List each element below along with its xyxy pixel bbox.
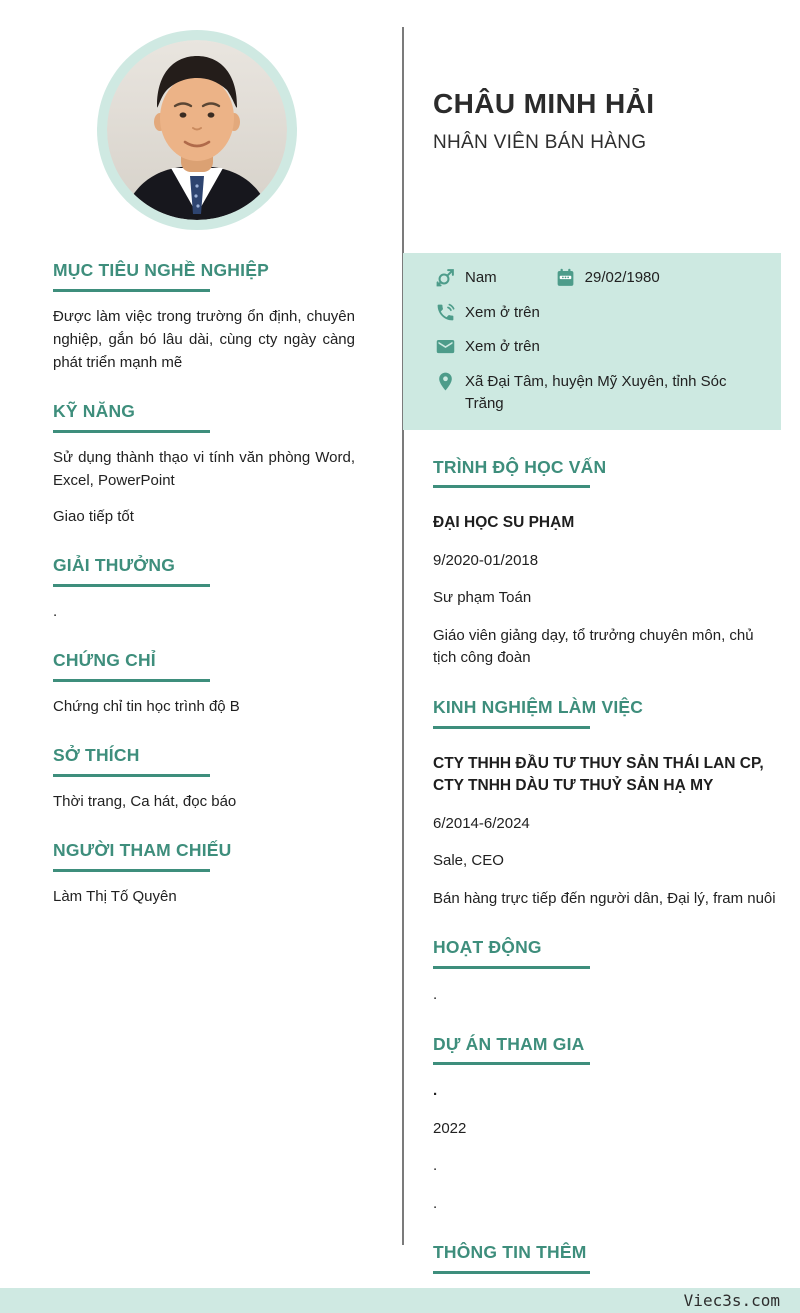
education-period: 9/2020-01/2018	[433, 551, 539, 569]
section-experience	[433, 697, 777, 910]
section-title: TRÌNH ĐỘ HỌC VẤN	[433, 456, 607, 477]
section-awards	[53, 555, 355, 624]
project-role: .	[433, 1157, 438, 1175]
phone-value: Xem ở trên	[465, 303, 540, 321]
reference-item: Làm Thị Tố Quyên	[53, 887, 177, 905]
phone-icon	[435, 302, 456, 323]
contact-row	[435, 336, 767, 359]
skill-item: Sử dụng thành thạo vi tính văn phòng Word, Excel, PowerPoint	[53, 448, 355, 489]
contact-box	[403, 253, 781, 430]
section-references	[53, 840, 355, 909]
section-underline	[433, 726, 590, 729]
project-name: .	[433, 1082, 438, 1100]
profile-name: CHÂU MINH HẢI	[433, 88, 655, 119]
project-period: 2022	[433, 1119, 467, 1137]
portrait-illustration	[107, 40, 287, 220]
section-underline	[53, 869, 210, 872]
section-certificates	[53, 650, 355, 719]
certificate-item: Chứng chỉ tin học trình độ B	[53, 698, 240, 716]
section-education	[433, 457, 777, 670]
experience-company: CTY THHH ĐẦU TƯ THUY SẢN THÁI LAN CP, CTY TNHH DÀU TƯ THUỶ SẢN HẠ MY	[433, 754, 764, 795]
section-title: SỞ THÍCH	[53, 745, 140, 765]
section-title: NGƯỜI THAM CHIẾU	[53, 839, 232, 860]
section-title: THÔNG TIN THÊM	[433, 1242, 587, 1263]
section-title: MỤC TIÊU NGHỀ NGHIỆP	[53, 260, 269, 280]
address-value: Xã Đại Tâm, huyện Mỹ Xuyên, tỉnh Sóc Trăng	[465, 372, 727, 412]
profile-job-title: NHÂN VIÊN BÁN HÀNG	[433, 132, 647, 153]
contact-phone	[435, 302, 540, 325]
contact-email	[435, 336, 540, 359]
section-hobbies	[53, 745, 355, 814]
section-underline	[53, 430, 210, 433]
calendar-icon	[555, 267, 576, 288]
footer-bar	[0, 1288, 800, 1313]
section-underline	[53, 289, 210, 292]
location-icon	[435, 371, 456, 392]
birthdate-value: 29/02/1980	[584, 269, 660, 286]
email-icon	[435, 336, 456, 357]
experience-role: Sale, CEO	[433, 852, 504, 870]
activity-item: .	[433, 986, 438, 1004]
section-underline	[53, 584, 210, 587]
education-major: Sư phạm Toán	[433, 589, 532, 607]
section-underline	[53, 774, 210, 777]
project-description: .	[433, 1194, 438, 1212]
section-title: DỰ ÁN THAM GIA	[433, 1033, 585, 1054]
experience-description: Bán hàng trực tiếp đến người dân, Đại lý, fram nuôi	[433, 889, 776, 907]
hobby-item: Thời trang, Ca hát, đọc báo	[53, 792, 237, 810]
education-school: ĐẠI HỌC SU PHẠM	[433, 514, 575, 532]
left-column	[53, 0, 355, 909]
contact-gender	[435, 267, 497, 290]
section-title: CHỨNG CHỈ	[53, 650, 156, 671]
section-title: HOẠT ĐỘNG	[433, 937, 542, 958]
contact-row	[435, 302, 767, 325]
section-underline	[433, 1062, 590, 1065]
education-description: Giáo viên giảng dạy, tổ trưởng chuyên môn, chủ tịch công đoàn	[433, 626, 754, 667]
right-sections	[433, 457, 777, 1312]
experience-period: 6/2014-6/2024	[433, 814, 530, 832]
contact-address	[435, 371, 765, 416]
contact-row	[435, 267, 767, 290]
contact-row	[435, 371, 767, 416]
brand-link[interactable]: Viec3s.com	[683, 1291, 780, 1310]
skill-item: Giao tiếp tốt	[53, 508, 134, 526]
section-title: KINH NGHIỆM LÀM VIỆC	[433, 696, 644, 717]
section-underline	[53, 679, 210, 682]
right-column	[403, 0, 781, 1312]
section-underline	[433, 966, 590, 969]
section-activities	[433, 937, 777, 1006]
award-item: .	[53, 603, 58, 621]
section-underline	[433, 485, 590, 488]
gender-icon	[435, 267, 456, 288]
contact-birthdate	[555, 267, 660, 290]
section-title: GIẢI THƯỞNG	[53, 555, 176, 576]
section-underline	[433, 1271, 590, 1274]
section-projects	[433, 1034, 777, 1216]
section-skills	[53, 401, 355, 530]
section-title: KỸ NĂNG	[53, 400, 136, 421]
section-objective	[53, 260, 355, 375]
gender-value: Nam	[465, 269, 497, 286]
objective-text: Được làm việc trong trường ổn định, chuyên nghiệp, gắn bó lâu dài, cùng cty ngày càng phát triển mạnh mẽ	[53, 307, 355, 371]
email-value: Xem ở trên	[465, 338, 540, 355]
profile-photo	[97, 30, 297, 230]
